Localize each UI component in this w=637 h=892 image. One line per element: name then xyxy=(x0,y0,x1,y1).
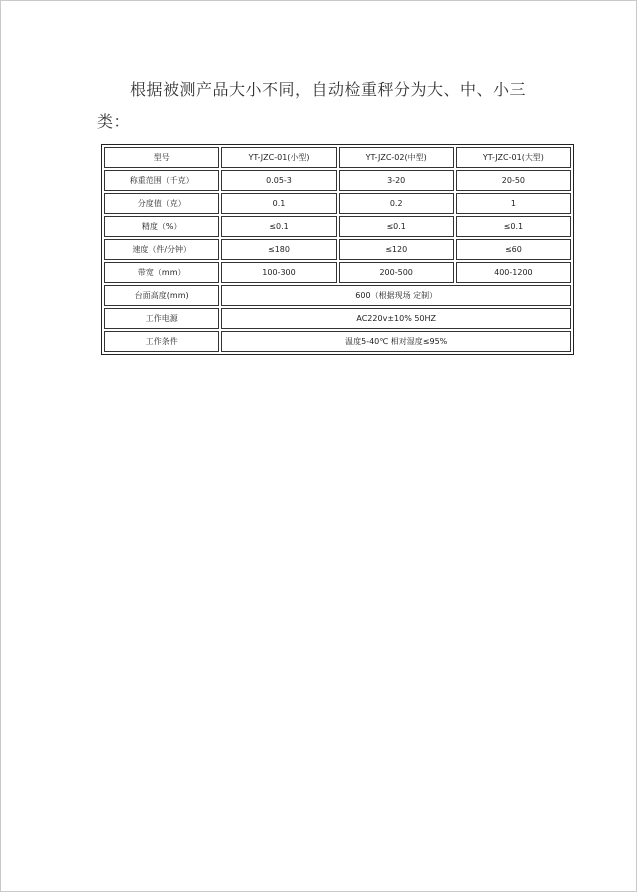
table-cell: 0.2 xyxy=(339,193,454,214)
table-cell-merged: 温度5-40℃ 相对湿度≤95% xyxy=(221,331,571,352)
table-cell: ≤0.1 xyxy=(456,216,571,237)
header-cell-small: YT-JZC-01(小型) xyxy=(221,147,336,168)
table-cell: 100-300 xyxy=(221,262,336,283)
table-row xyxy=(104,170,571,191)
row-label: 工作电源 xyxy=(104,308,219,329)
table-cell: 200-500 xyxy=(339,262,454,283)
intro-line-2: 类： xyxy=(97,112,131,131)
table-row xyxy=(104,285,571,306)
header-cell-medium: YT-JZC-02(中型) xyxy=(339,147,454,168)
table-cell: ≤60 xyxy=(456,239,571,260)
intro-paragraph xyxy=(97,74,537,138)
table-cell: 0.05-3 xyxy=(221,170,336,191)
table-row xyxy=(104,239,571,260)
row-label: 精度（%） xyxy=(104,216,219,237)
row-label: 台面高度(mm) xyxy=(104,285,219,306)
row-label: 带宽（mm） xyxy=(104,262,219,283)
header-cell-model: 型号 xyxy=(104,147,219,168)
table-cell-merged: AC220v±10% 50HZ xyxy=(221,308,571,329)
table-row xyxy=(104,262,571,283)
table-cell: 20-50 xyxy=(456,170,571,191)
row-label: 工作条件 xyxy=(104,331,219,352)
row-label: 速度（件/分钟） xyxy=(104,239,219,260)
table-row xyxy=(104,308,571,329)
table-cell: ≤180 xyxy=(221,239,336,260)
table-cell: ≤0.1 xyxy=(339,216,454,237)
row-label: 分度值（克） xyxy=(104,193,219,214)
table-cell: 400-1200 xyxy=(456,262,571,283)
table-cell: ≤120 xyxy=(339,239,454,260)
table-cell: 0.1 xyxy=(221,193,336,214)
intro-line-1: 根据被测产品大小不同，自动检重秤分为大、中、小三 xyxy=(130,80,527,99)
table-row xyxy=(104,193,571,214)
table-cell: 1 xyxy=(456,193,571,214)
row-label: 称重范围（千克） xyxy=(104,170,219,191)
table-header-row xyxy=(104,147,571,168)
header-cell-large: YT-JZC-01(大型) xyxy=(456,147,571,168)
table-cell: ≤0.1 xyxy=(221,216,336,237)
spec-table xyxy=(101,144,574,355)
table-cell-merged: 600（根据现场 定制） xyxy=(221,285,571,306)
table-row xyxy=(104,216,571,237)
table-row xyxy=(104,331,571,352)
table-cell: 3-20 xyxy=(339,170,454,191)
